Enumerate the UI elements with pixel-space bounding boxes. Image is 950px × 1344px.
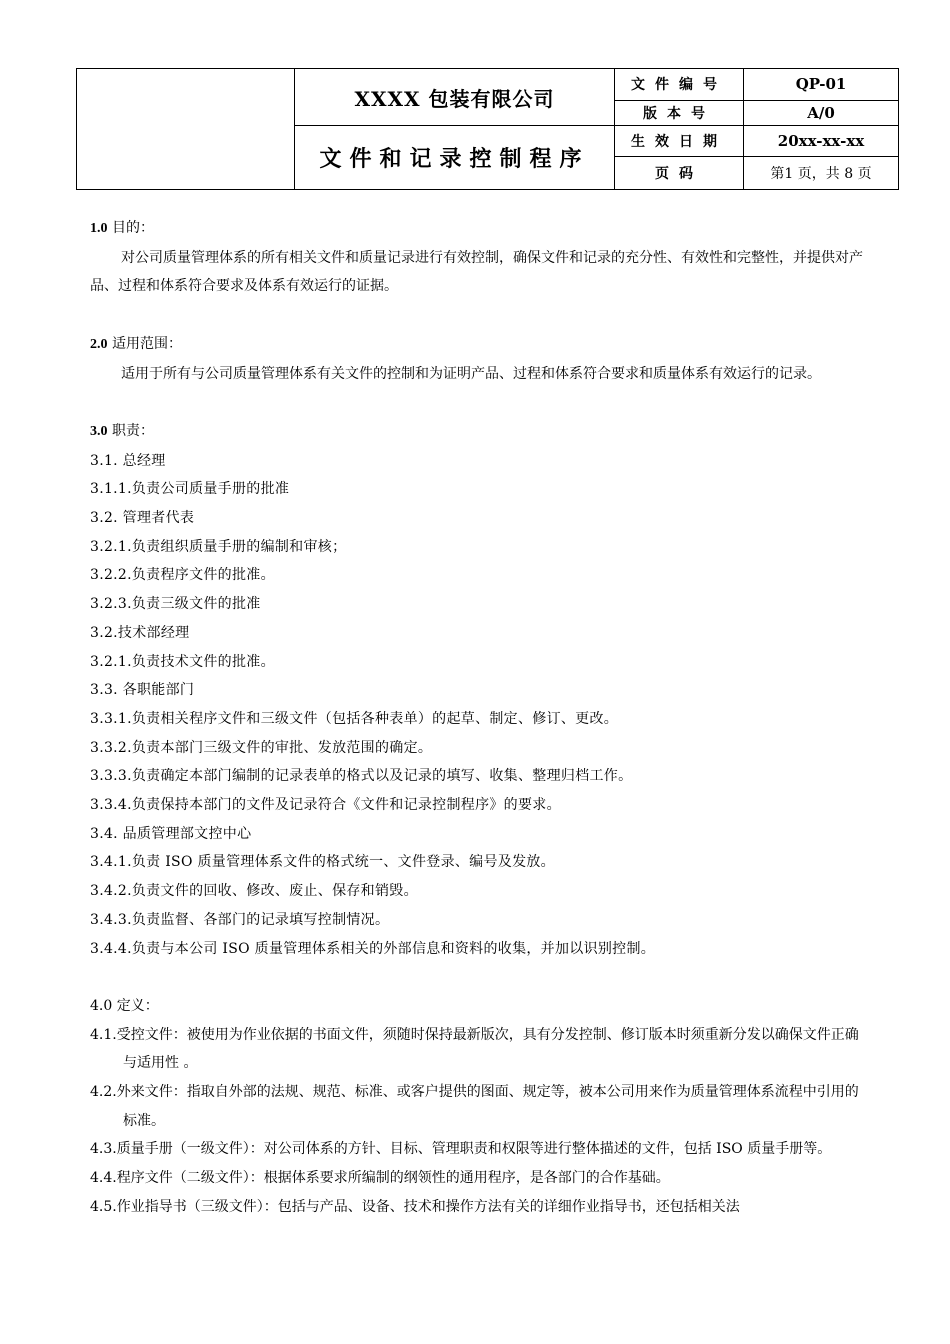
doc-number-label: 文件编号: [615, 69, 744, 101]
duty-item: 3.3.4.负责保持本部门的文件及记录符合《文件和记录控制程序》的要求。: [90, 797, 561, 814]
section-purpose-text: 对公司质量管理体系的所有相关文件和质量记录进行有效控制，确保文件和记录的充分性、有效性和完整性，并提供对产品、过程和体系符合要求及体系有效运行的证据。: [90, 249, 863, 295]
document-header-table: [76, 68, 899, 190]
section-scope-text: 适用于所有与公司质量管理体系有关文件的控制和为证明产品、过程和体系符合要求和质量体系有效运行的记录。: [121, 365, 821, 382]
duty-item: 3.3.1.负责相关程序文件和三级文件（包括各种表单）的起草、制定、修订、更改。: [90, 710, 619, 727]
section-number: 2.0: [90, 336, 108, 352]
section-purpose-heading: [90, 214, 870, 244]
effective-date-label: 生效日期: [615, 126, 744, 157]
section-title: 目的：: [111, 220, 154, 236]
section-definitions-heading: 4.0 定义：: [90, 997, 159, 1014]
duty-item: 3.4.4.负责与本公司 ISO 质量管理体系相关的外部信息和资料的收集，并加以识别控制。: [90, 940, 656, 957]
doc-number-value: QP-01: [744, 69, 899, 101]
duty-item: 3.2.3.负责三级文件的批准: [90, 596, 261, 613]
section-number: 3.0: [90, 423, 108, 439]
document-body: [90, 214, 870, 1222]
page-value: 第1 页，共 8 页: [744, 157, 899, 190]
duty-item: 3.4. 品质管理部文控中心: [90, 825, 252, 842]
section-title: 职责：: [111, 422, 154, 439]
duty-item: 3.4.2.负责文件的回收、修改、废止、保存和销毁。: [90, 883, 418, 900]
definition-item: 4.2.外来文件：指取自外部的法规、规范、标准、或客户提供的图面、规定等，被本公司用来作为质量管理体系流程中引用的标准。: [90, 1084, 859, 1129]
duty-item: 3.3.3.负责确定本部门编制的记录表单的格式以及记录的填写、收集、整理归档工作。: [90, 768, 633, 785]
duty-item: 3.4.3.负责监督、各部门的记录填写控制情况。: [90, 911, 390, 928]
section-title: 适用范围：: [111, 335, 182, 352]
document-title: 文件和记录控制程序: [295, 126, 615, 190]
duty-item: 3.3.2.负责本部门三级文件的审批、发放范围的确定。: [90, 739, 433, 756]
effective-date-value: 20xx-xx-xx: [744, 126, 899, 157]
version-value: A/0: [744, 100, 899, 125]
duty-item: 3.2.2.负责程序文件的批准。: [90, 567, 275, 584]
section-number: 1.0: [90, 221, 108, 236]
definition-item: 4.5.作业指导书（三级文件）：包括与产品、设备、技术和操作方法有关的详细作业指导书，还包括相关法: [90, 1198, 740, 1215]
duty-item: 3.2. 管理者代表: [90, 510, 195, 526]
duty-item: 3.2.1.负责技术文件的批准。: [90, 653, 275, 670]
duty-item: 3.4.1.负责 ISO 质量管理体系文件的格式统一、文件登录、编号及发放。: [90, 854, 555, 871]
duty-item: 3.1. 总经理: [90, 452, 166, 469]
version-label: 版本号: [615, 100, 744, 125]
logo-area: [77, 69, 295, 190]
definition-item: 4.4.程序文件（二级文件）：根据体系要求所编制的纲领性的通用程序，是各部门的合作基础。: [90, 1170, 670, 1187]
page-label: 页码: [615, 157, 744, 190]
company-name: XXXX 包装有限公司: [295, 69, 615, 126]
section-duties-heading: [90, 417, 870, 447]
duty-item: 3.2.1.负责组织质量手册的编制和审核；: [90, 538, 347, 555]
duty-item: 3.2.技术部经理: [90, 624, 190, 641]
definition-item: 4.1.受控文件：被使用为作业依据的书面文件，须随时保持最新版次，具有分发控制、修订版本时须重新分发以确保文件正确与适用性 。: [90, 1026, 859, 1072]
duty-item: 3.1.1.负责公司质量手册的批准: [90, 481, 290, 498]
duty-item: 3.3. 各职能部门: [90, 682, 195, 699]
section-scope-heading: [90, 330, 870, 360]
definition-item: 4.3.质量手册（一级文件）：对公司体系的方针、目标、管理职责和权限等进行整体描述的文件，包括 ISO 质量手册等。: [90, 1141, 832, 1158]
